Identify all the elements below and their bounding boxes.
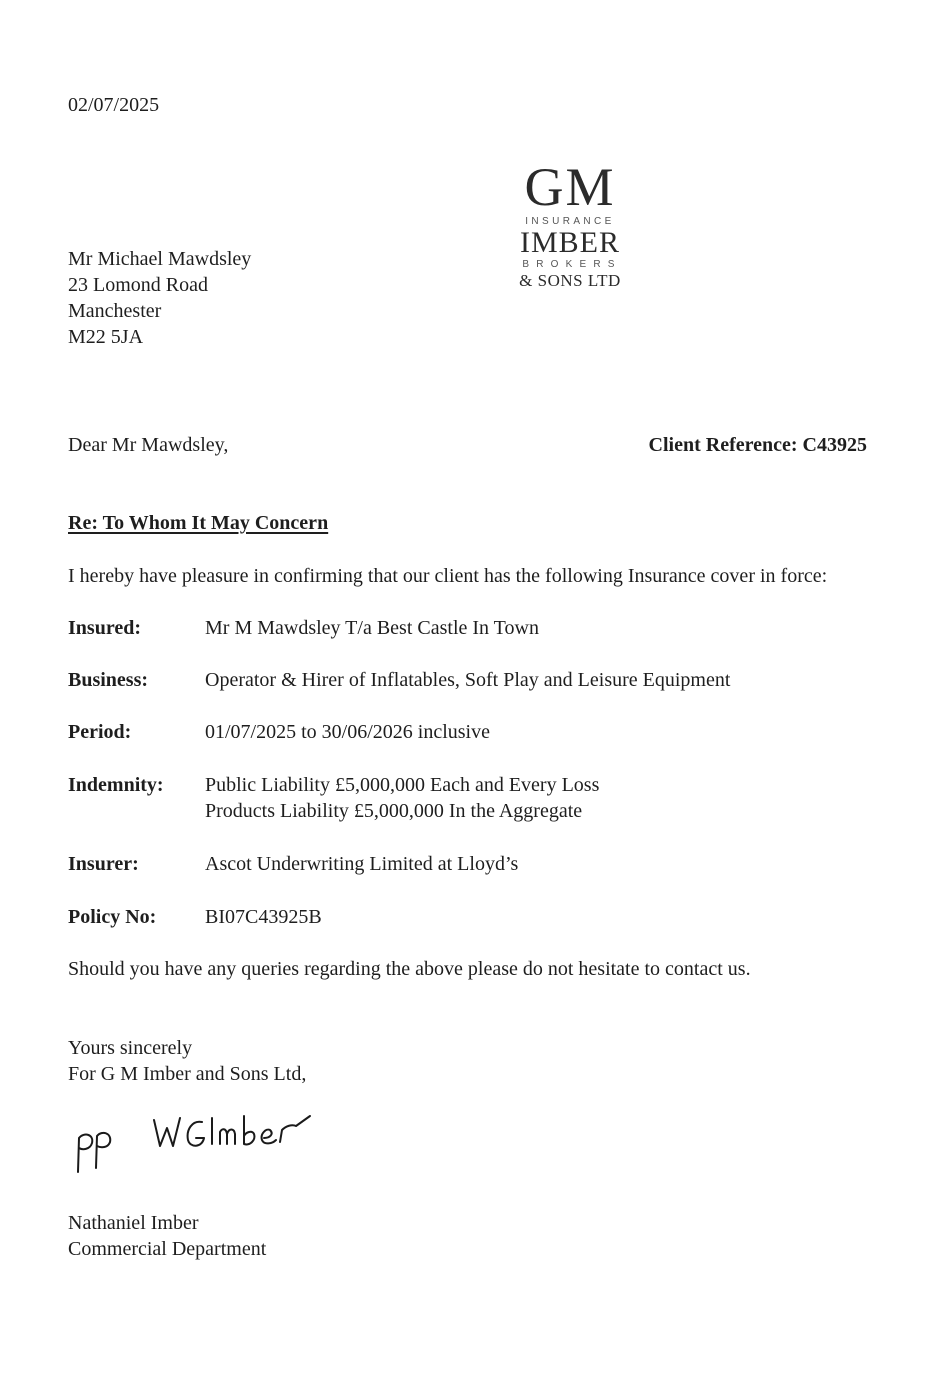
recipient-postcode: M22 5JA — [68, 326, 144, 348]
insured-label: Insured: — [68, 617, 141, 639]
period-label: Period: — [68, 721, 132, 743]
signatory-department: Commercial Department — [68, 1238, 267, 1260]
insured-value: Mr M Mawdsley T/a Best Castle In Town — [205, 617, 539, 639]
recipient-name: Mr Michael Mawdsley — [68, 248, 252, 270]
letter-date: 02/07/2025 — [68, 94, 160, 116]
policy-label: Policy No: — [68, 906, 157, 928]
company-logo — [505, 157, 635, 291]
handwritten-signature — [70, 1110, 330, 1185]
recipient-city: Manchester — [68, 300, 162, 322]
indemnity-label: Indemnity: — [68, 774, 164, 796]
signatory-block — [68, 1210, 266, 1262]
intro-paragraph: I hereby have pleasure in confirming that our client has the following Insurance cover in force: — [68, 565, 828, 587]
policy-value: BI07C43925B — [205, 906, 322, 928]
closing-note: Should you have any queries regarding the above please do not hesitate to contact us. — [68, 958, 751, 980]
signoff-company: For G M Imber and Sons Ltd, — [68, 1063, 307, 1085]
salutation: Dear Mr Mawdsley, — [68, 434, 229, 456]
business-label: Business: — [68, 669, 149, 691]
logo-insurance: INSURANCE — [525, 216, 615, 227]
recipient-address — [68, 246, 251, 350]
subject-line: Re: To Whom It May Concern — [68, 512, 329, 534]
signatory-name: Nathaniel Imber — [68, 1212, 199, 1234]
recipient-street: 23 Lomond Road — [68, 274, 208, 296]
signoff-line: Yours sincerely — [68, 1037, 193, 1059]
business-value: Operator & Hirer of Inflatables, Soft Play and Leisure Equipment — [205, 669, 731, 691]
indemnity-value — [205, 772, 599, 824]
insurer-label: Insurer: — [68, 853, 139, 875]
signoff — [68, 1035, 306, 1087]
indemnity-public-liability: Public Liability £5,000,000 Each and Every Loss — [205, 774, 600, 796]
logo-brokers: BROKERS — [522, 259, 622, 270]
logo-sons: & SONS LTD — [519, 271, 621, 290]
logo-imber: IMBER — [519, 226, 620, 259]
logo-gm: GM — [524, 157, 616, 217]
signature-graphic — [70, 1110, 330, 1180]
indemnity-products-liability: Products Liability £5,000,000 In the Aggregate — [205, 800, 583, 822]
period-value: 01/07/2025 to 30/06/2026 inclusive — [205, 721, 490, 743]
client-reference: Client Reference: C43925 — [648, 434, 867, 456]
insurer-value: Ascot Underwriting Limited at Lloyd’s — [205, 853, 519, 875]
